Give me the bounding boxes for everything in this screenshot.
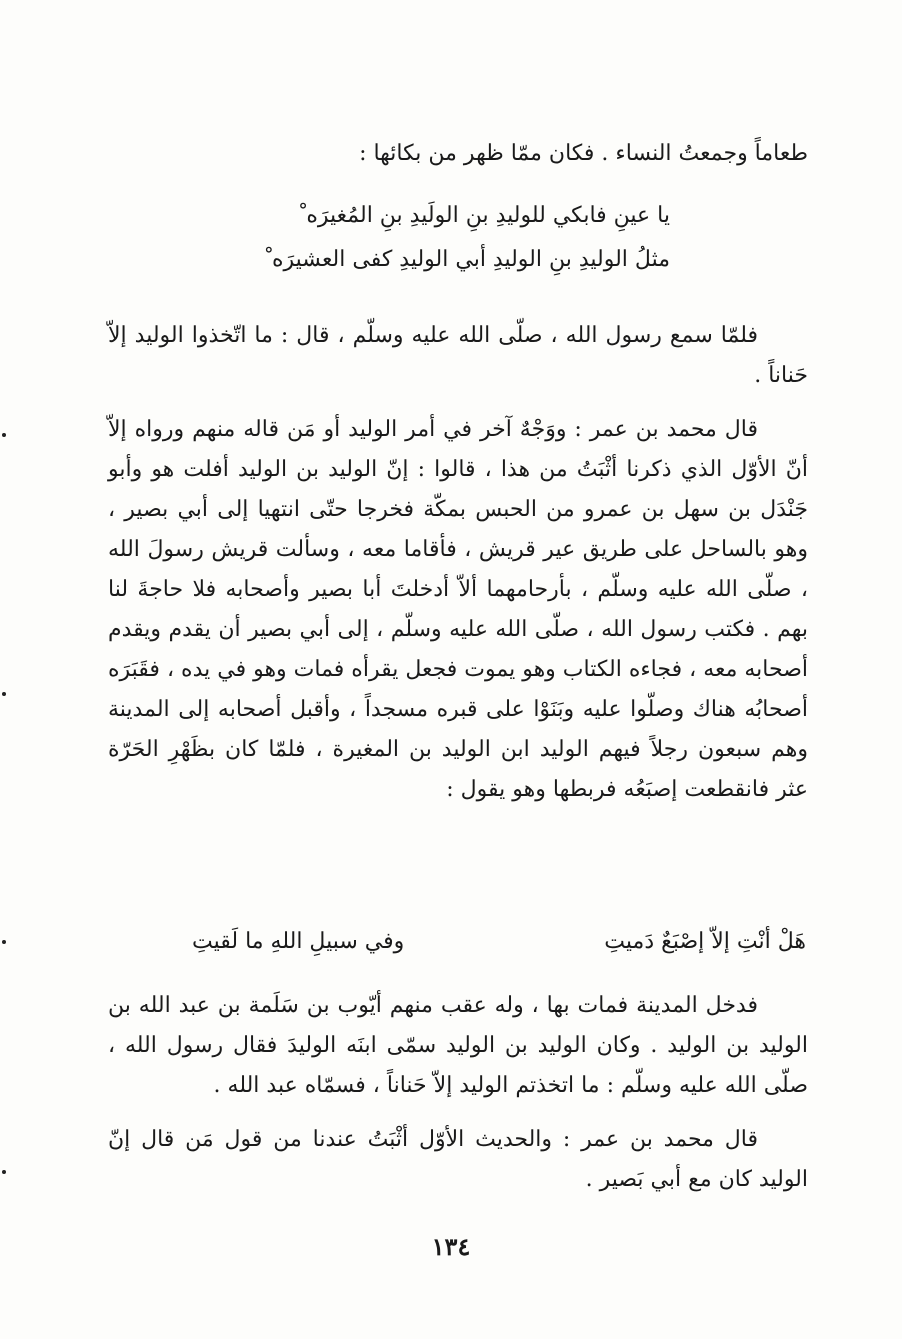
- paragraph-4: [108, 1120, 808, 1200]
- scan-edge-mark: [2, 940, 6, 944]
- scan-edge-mark: [2, 1170, 6, 1174]
- paragraph-3-text: فدخل المدينة فمات بها ، وله عقب منهم أيّوب بن سَلَمة بن عبد الله بن الوليد بن الوليد . وكان الوليد بن الوليد سمّى ابنَه الوليدَ فقال رسول الله ، صلّى الله عليه وسلّم : ما اتخذتم الوليد إلاّ حَناناً ، فسمّاه عبد الله .: [108, 993, 808, 1098]
- paragraph-2-text: قال محمد بن عمر : ووَجْهٌ آخر في أمر الوليد أو مَن قاله منهم ورواه إلاّ أنّ الأوّل الذي ذكرنا أثْبَتُ من هذا ، قالوا : إنّ الوليد بن الوليد أفلت هو وأبو جَنْدَل بن سهل بن عمرو من الحبس بمكّة فخرجا حتّى انتهيا إلى أبي بصير ، وهو بالساحل على طريق عير قريش ، فأقاما معه ، وسألت قريش رسولَ الله ، صلّى الله عليه وسلّم ، بأرحامهما ألاّ أدخلتَ أبا بصير وأصحابه فلا حاجةَ لنا بهم . فكتب رسول الله ، صلّى الله عليه وسلّم ، إلى أبي بصير أن يقدم ويقدم أصحابه معه ، فجاءه الكتاب وهو يموت فجعل يقرأه فمات وهو في يده ، فقَبَرَه أصحابُه هناك وصلّوا عليه وبَنَوْا على قبره مسجداً ، وأقبل أصحابه إلى المدينة وهم سبعون رجلاً فيهم الوليد ابن الوليد بن المغيرة ، فلمّا كان بظَهْرِ الحَرّة عثر فانقطعت إصبَعُه فربطها وهو يقول :: [108, 417, 808, 802]
- paragraph-2: [108, 410, 808, 810]
- verse1-line2: مثلُ الوليدِ بنِ الوليدِ أبي الوليدِ كفى العشيرَه ْ: [265, 247, 670, 272]
- scan-edge-mark: [2, 692, 6, 696]
- verse2-first-hemistich: هَلْ أنْتِ إلاّ إصْبَعٌ دَميتِ: [604, 929, 806, 954]
- page-number: ١٣٤: [431, 1232, 471, 1261]
- paragraph-4-text: قال محمد بن عمر : والحديث الأوّل أثْبَتُ عندنا من قول مَن قال إنّ الوليد كان مع أبي بَصير .: [108, 1127, 808, 1192]
- verse2-second-hemistich: وفي سبيلِ اللهِ ما لَقيتِ: [192, 929, 405, 954]
- scan-edge-mark: [2, 433, 6, 437]
- intro-line: [108, 134, 808, 174]
- verse1-line1: يا عينِ فابكي للوليدِ بنِ الولَيدِ بنِ المُغيرَه ْ: [299, 203, 670, 228]
- paragraph-1: [108, 316, 808, 396]
- paragraph-1-text: فلمّا سمع رسول الله ، صلّى الله عليه وسلّم ، قال : ما اتّخذوا الوليد إلاّ حَناناً .: [108, 323, 808, 388]
- intro-text: طعاماً وجمعتُ النساء . فكان ممّا ظهر من بكائها :: [359, 141, 808, 166]
- paragraph-3: [108, 986, 808, 1106]
